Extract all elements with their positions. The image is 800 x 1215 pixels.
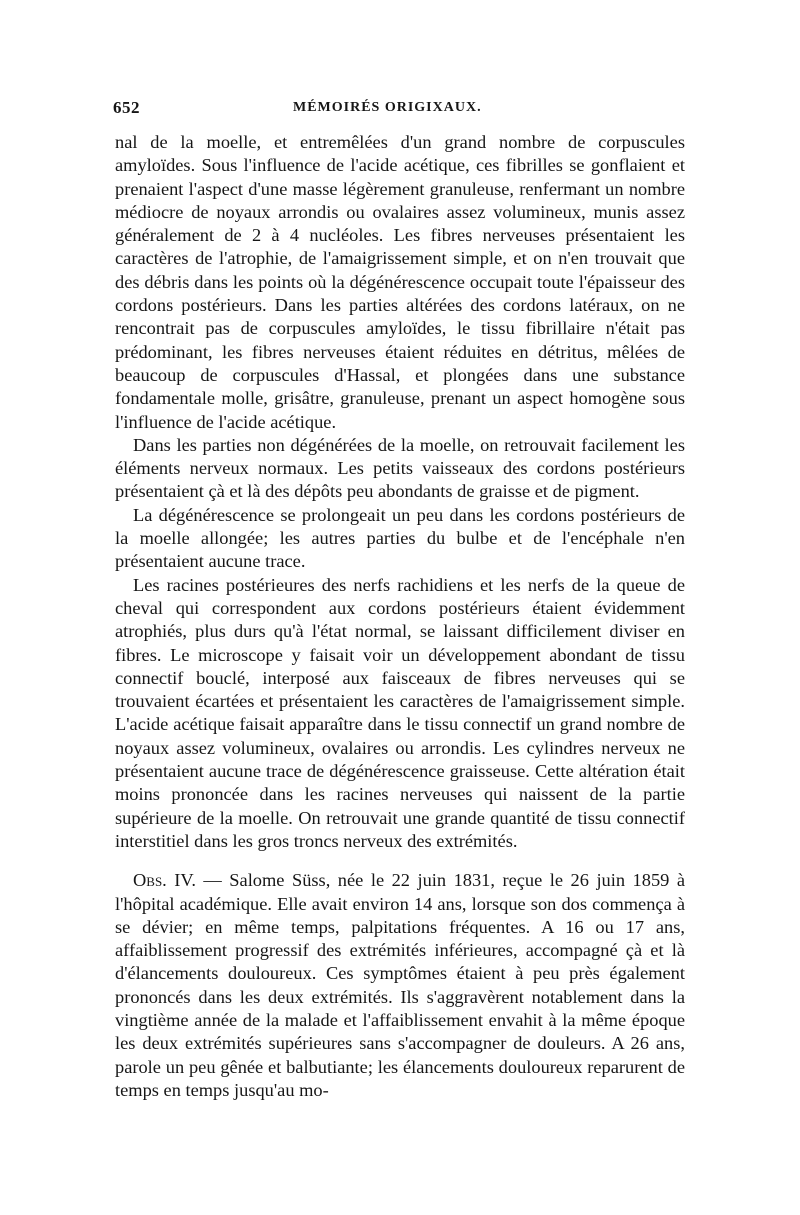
paragraph-continuation: nal de la moelle, et entremêlées d'un grand nombre de corpuscules amyloïdes. Sous l'influence de l'acide acétique, ces fibrilles se gonflaient et prenaient l'aspect d'une masse légèrement granuleuse, renfermant un nombre médiocre de noyaux arrondis ou ovalaires assez volumineux, munis assez généralement de 2 à 4 nucléoles. Les fibres nerveuses présentaient les caractères de l'atrophie, de l'amaigrissement simple, et on n'en trouvait que des débris dans les points où la dégénérescence occupait toute l'épaisseur des cordons postérieurs. Dans les parties altérées des cordons latéraux, on ne rencontrait pas de corpuscules amyloïdes, le tissu fibrillaire n'était pas prédominant, les fibres nerveuses étaient réduites en détritus, mêlées de beaucoup de corpuscules d'Hassal, et plongées dans une substance fondamentale molle, grisâtre, granuleuse, prenant un aspect homogène sous l'influence de l'acide acétique. xyxy=(115,132,685,432)
observation-label: Obs. IV. xyxy=(133,870,196,891)
paragraph-observation-iv xyxy=(115,869,685,1102)
observation-text: — Salome Süss, née le 22 juin 1831, reçue le 26 juin 1859 à l'hôpital académique. Elle avait environ 14 ans, lorsque son dos commença à se dévier; en même temps, palpitations fréquentes. A 16 ou 17 ans, affaiblissement progressif des extrémités inférieures, accompagné çà et là d'élancements douloureux. Ces symptômes étaient à peu près également prononcés dans les deux extrémités. Ils s'aggravèrent notablement dans la vingtième année de la malade et l'affaiblissement envahit à la même époque les deux extrémités supérieures sans s'accompagner de douleurs. A 26 ans, parole un peu gênée et balbutiante; les élancements douloureux reparurent de temps en temps jusqu'au mo- xyxy=(115,870,686,1100)
paragraph-posterior-roots: Les racines postérieures des nerfs rachidiens et les nerfs de la queue de cheval qui correspondent aux cordons postérieurs étaient évidemment atrophiés, plus durs qu'à l'état normal, se laissant difficilement diviser en fibres. Le microscope y faisait voir un développement abondant de tissu connectif bouclé, interposé aux faisceaux de fibres nerveuses qui se trouvaient écartées et présentaient les caractères de l'amaigrissement simple. L'acide acétique faisait apparaître dans le tissu connectif un grand nombre de noyaux assez volumineux, ovalaires ou arrondis. Les cylindres nerveux ne présentaient aucune trace de dégénérescence graisseuse. Cette altération était moins prononcée dans les racines nerveuses qui naissent de la partie supérieure de la moelle. On retrouvait une grande quantité de tissu connectif interstitiel dans les gros troncs nerveux des extrémités. xyxy=(115,574,685,851)
paragraph-medulla-oblongata: La dégénérescence se prolongeait un peu dans les cordons postérieurs de la moelle allongée; les autres parties du bulbe et de l'encéphale n'en présentaient aucune trace. xyxy=(115,504,685,572)
body-text xyxy=(115,131,685,1102)
page-number: 652 xyxy=(113,98,140,117)
running-title: MÉMOIRÉS ORIGIXAUX. xyxy=(293,100,482,115)
paragraph-non-degenerated: Dans les parties non dégénérées de la moelle, on retrouvait facilement les éléments nerveux normaux. Les petits vaisseaux des cordons postérieurs présentaient çà et là des dépôts peu abondants de graisse et de pigment. xyxy=(115,434,685,502)
page-header xyxy=(113,98,685,124)
